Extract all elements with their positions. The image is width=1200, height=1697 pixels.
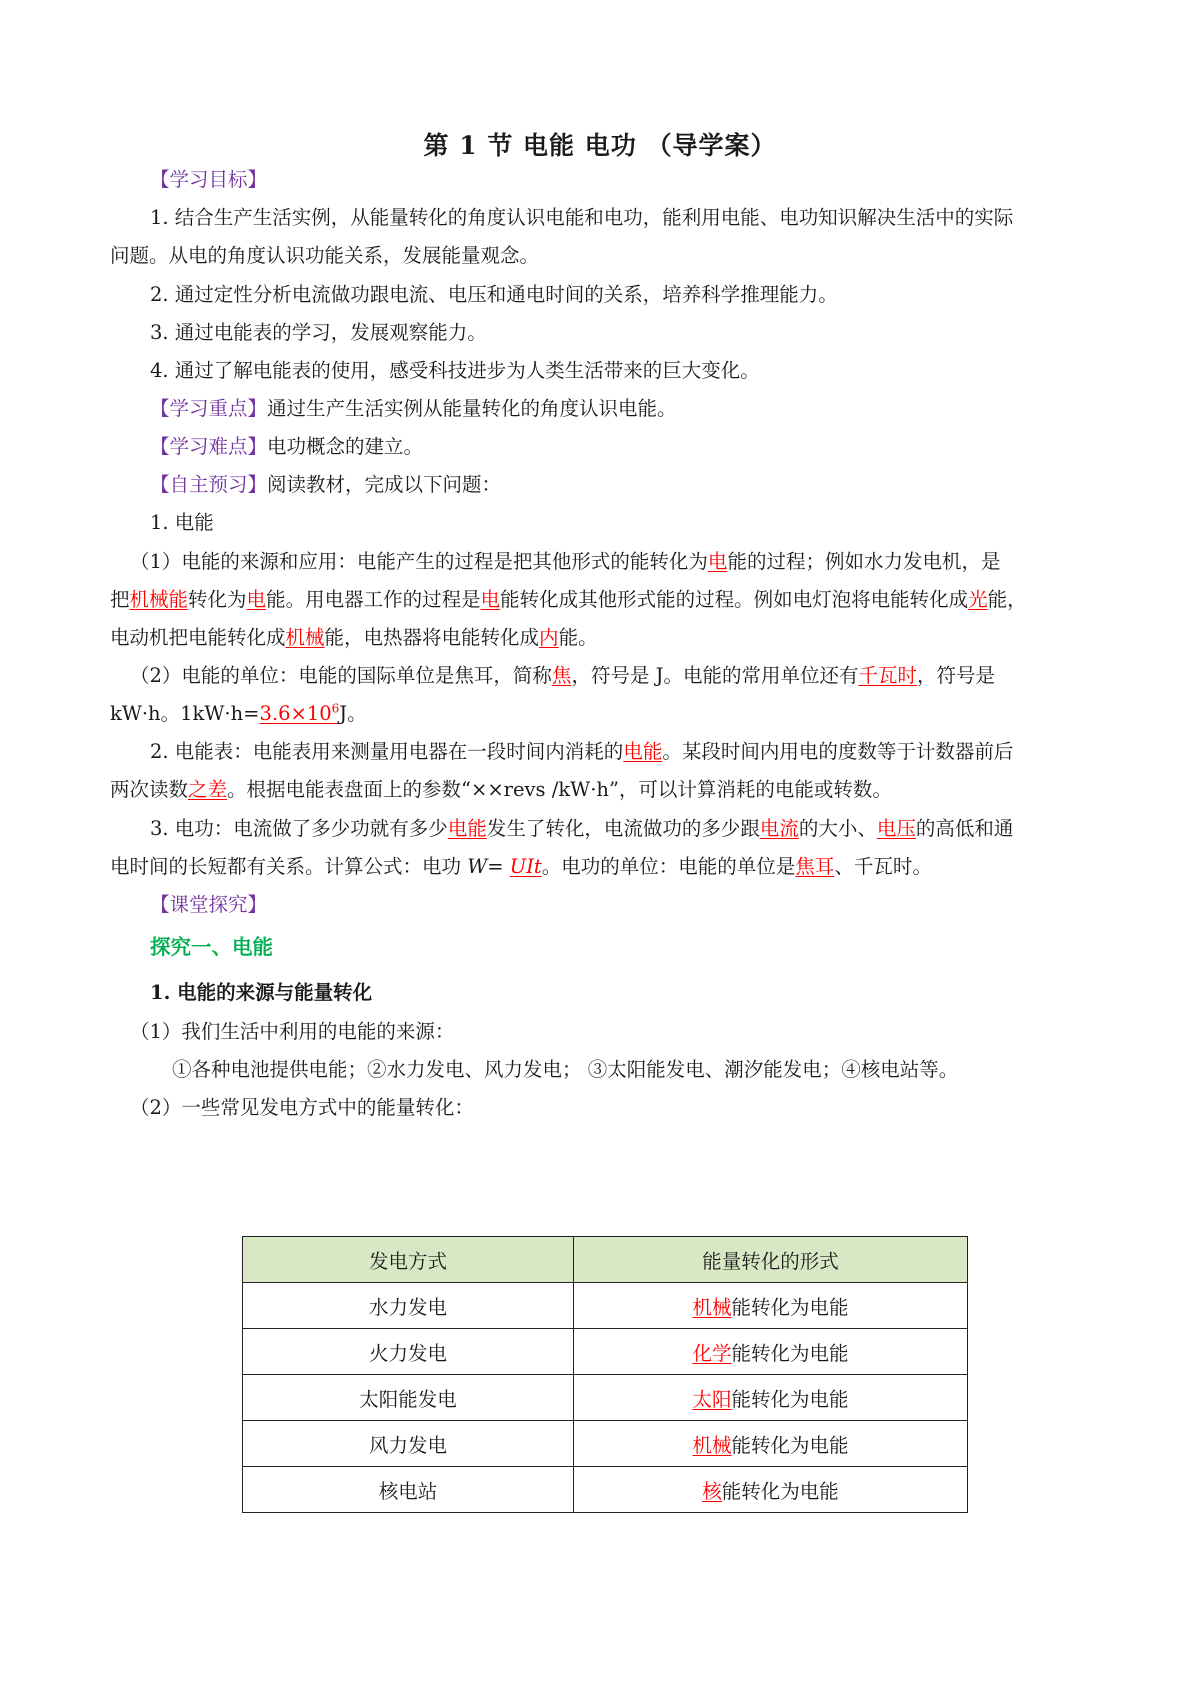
section-electric-energy: 1. 电能 bbox=[150, 511, 214, 534]
answer-blank: 光 bbox=[968, 588, 988, 611]
answer-blank: 之差 bbox=[188, 778, 228, 801]
preview bbox=[150, 471, 1140, 499]
page-title: 第 1 节 电能 电功 （导学案） bbox=[423, 131, 777, 160]
table-cell-conversion bbox=[574, 1329, 968, 1375]
text-run: 能转化成其他形式能的过程。例如电灯泡将电能转化成 bbox=[500, 588, 969, 611]
text-run: 能的过程；例如水力发电机，是 bbox=[727, 550, 1001, 573]
table-row bbox=[243, 1421, 968, 1467]
text-run: 的高低和通 bbox=[915, 817, 1014, 840]
answer-blank: 电压 bbox=[876, 817, 916, 840]
question-1: （1）我们生活中利用的电能的来源： bbox=[130, 1020, 455, 1043]
answer-blank: 电 bbox=[707, 550, 728, 573]
text-run: 能转化为电能 bbox=[721, 1479, 839, 1503]
key-point-heading: 【学习重点】 bbox=[150, 397, 268, 420]
table-cell-method: 核电站 bbox=[243, 1467, 574, 1513]
text-run: 能。 bbox=[558, 626, 598, 649]
text-run: 3.6×10 bbox=[259, 702, 332, 725]
table-header-cell: 发电方式 bbox=[243, 1237, 574, 1283]
answer-blank: 电能 bbox=[447, 817, 487, 840]
table-cell-conversion bbox=[574, 1421, 968, 1467]
difficulty bbox=[150, 433, 1140, 461]
answer-blank: 内 bbox=[539, 626, 559, 649]
table-row bbox=[243, 1329, 968, 1375]
text-run: 能，电热器将电能转化成 bbox=[324, 626, 540, 649]
answer-blank: 机械能 bbox=[129, 588, 189, 611]
text-run: ，符号是 J。电能的常用单位还有 bbox=[571, 664, 859, 687]
answer-blank: UIt bbox=[509, 855, 542, 878]
answer-blank: 机械 bbox=[692, 1433, 732, 1457]
answer-blank: 电 bbox=[480, 588, 501, 611]
answer-blank: 机械 bbox=[692, 1295, 732, 1319]
text-run: 发生了转化，电流做功的多少跟 bbox=[486, 817, 760, 840]
answer-blank: 化学 bbox=[692, 1341, 732, 1365]
text-run: = bbox=[487, 855, 510, 878]
question-1-answer: ①各种电池提供电能；②水力发电、风力发电； ③太阳能发电、潮汐能发电；④核电站等。 bbox=[172, 1058, 959, 1081]
objectives-heading: 【学习目标】 bbox=[150, 168, 268, 191]
p1-line1 bbox=[130, 548, 1120, 576]
energy-conversion-table bbox=[242, 1236, 968, 1513]
answer-blank: 太阳 bbox=[692, 1387, 732, 1411]
p2-line1 bbox=[130, 662, 1120, 690]
text-run: 、千瓦时。 bbox=[834, 855, 932, 878]
answer-blank: 电能 bbox=[623, 740, 663, 763]
text-run: 两次读数 bbox=[110, 778, 189, 801]
p2-line2 bbox=[110, 700, 1100, 728]
table-row bbox=[243, 1375, 968, 1421]
table-cell-method: 太阳能发电 bbox=[243, 1375, 574, 1421]
p4-line2 bbox=[110, 853, 1100, 881]
answer-blank: 焦 bbox=[551, 664, 572, 687]
table-cell-conversion bbox=[574, 1467, 968, 1513]
table-row bbox=[243, 1467, 968, 1513]
text-run: 电动机把电能转化成 bbox=[110, 626, 286, 649]
text-run: 。根据电能表盘面上的参数“××revs /kW·h”，可以计算消耗的电能或转数。 bbox=[227, 778, 892, 801]
key-point bbox=[150, 395, 1140, 423]
answer-blank: 焦耳 bbox=[795, 855, 835, 878]
answer-blank bbox=[259, 702, 339, 725]
text-run: 能转化为电能 bbox=[731, 1433, 849, 1457]
text-run: （1）电能的来源和应用：电能产生的过程是把其他形式的能转化为 bbox=[130, 550, 708, 573]
objective-2: 2. 通过定性分析电流做功跟电流、电压和通电时间的关系，培养科学推理能力。 bbox=[150, 283, 838, 306]
table-header-row bbox=[243, 1237, 968, 1283]
answer-blank: 机械 bbox=[285, 626, 325, 649]
p4-line1 bbox=[150, 815, 1140, 843]
key-point-text: 通过生产生活实例从能量转化的角度认识电能。 bbox=[267, 397, 677, 420]
answer-blank: 千瓦时 bbox=[858, 664, 917, 687]
question-2: （2）一些常见发电方式中的能量转化： bbox=[130, 1096, 474, 1119]
table-cell-conversion bbox=[574, 1375, 968, 1421]
table-cell-method: 风力发电 bbox=[243, 1421, 574, 1467]
answer-blank: 电 bbox=[246, 588, 267, 611]
preview-text: 阅读教材，完成以下问题： bbox=[267, 473, 502, 496]
text-run: 转化为 bbox=[188, 588, 247, 611]
difficulty-heading: 【学习难点】 bbox=[150, 435, 268, 458]
text-run: 能转化为电能 bbox=[731, 1387, 849, 1411]
difficulty-text: 电功概念的建立。 bbox=[267, 435, 424, 458]
symbol-w: W bbox=[467, 855, 488, 878]
table-cell-method: 水力发电 bbox=[243, 1283, 574, 1329]
text-run: ，符号是 bbox=[916, 664, 995, 687]
text-run: 把 bbox=[110, 588, 130, 611]
text-run: 能转化为电能 bbox=[731, 1295, 849, 1319]
text-run: 能转化为电能 bbox=[731, 1341, 849, 1365]
table-cell-conversion bbox=[574, 1283, 968, 1329]
answer-blank: 核 bbox=[702, 1479, 722, 1503]
p3-line2 bbox=[110, 776, 1100, 804]
objective-1-line2: 问题。从电的角度认识功能关系，发展能量观念。 bbox=[110, 244, 540, 267]
p1-line3 bbox=[110, 624, 1100, 652]
text-run: kW·h。1kW·h= bbox=[110, 702, 260, 725]
table-cell-method: 火力发电 bbox=[243, 1329, 574, 1375]
text-run: （2）电能的单位：电能的国际单位是焦耳，简称 bbox=[130, 664, 552, 687]
preview-heading: 【自主预习】 bbox=[150, 473, 268, 496]
objective-3: 3. 通过电能表的学习，发展观察能力。 bbox=[150, 321, 487, 344]
sub-heading-1: 1. 电能的来源与能量转化 bbox=[150, 981, 373, 1004]
text-run: 能。用电器工作的过程是 bbox=[266, 588, 481, 611]
objective-4: 4. 通过了解电能表的使用，感受科技进步为人类生活带来的巨大变化。 bbox=[150, 359, 760, 382]
class-heading: 【课堂探究】 bbox=[150, 893, 268, 916]
text-run: 。电功的单位：电能的单位是 bbox=[541, 855, 796, 878]
p3-line1 bbox=[150, 738, 1140, 766]
table-row bbox=[243, 1283, 968, 1329]
text-run: 3. 电功：电流做了多少功就有多少 bbox=[150, 817, 448, 840]
text-run: 。某段时间内用电的度数等于计数器前后 bbox=[662, 740, 1014, 763]
answer-blank: 电流 bbox=[759, 817, 799, 840]
exponent: 6 bbox=[331, 701, 340, 716]
text-run: 的大小、 bbox=[798, 817, 877, 840]
text-run: 2. 电能表：电能表用来测量用电器在一段时间内消耗的 bbox=[150, 740, 624, 763]
text-run: 电时间的长短都有关系。计算公式：电功 bbox=[110, 855, 468, 878]
explore-1-heading: 探究一、电能 bbox=[150, 935, 273, 959]
p1-line2 bbox=[110, 586, 1100, 614]
table-header-cell: 能量转化的形式 bbox=[574, 1237, 968, 1283]
text-run: J。 bbox=[339, 702, 367, 725]
objective-1-line1: 1. 结合生产生活实例，从能量转化的角度认识电能和电功，能利用电能、电功知识解决生活中的实际 bbox=[150, 206, 1014, 229]
text-run: 能， bbox=[987, 588, 1027, 611]
